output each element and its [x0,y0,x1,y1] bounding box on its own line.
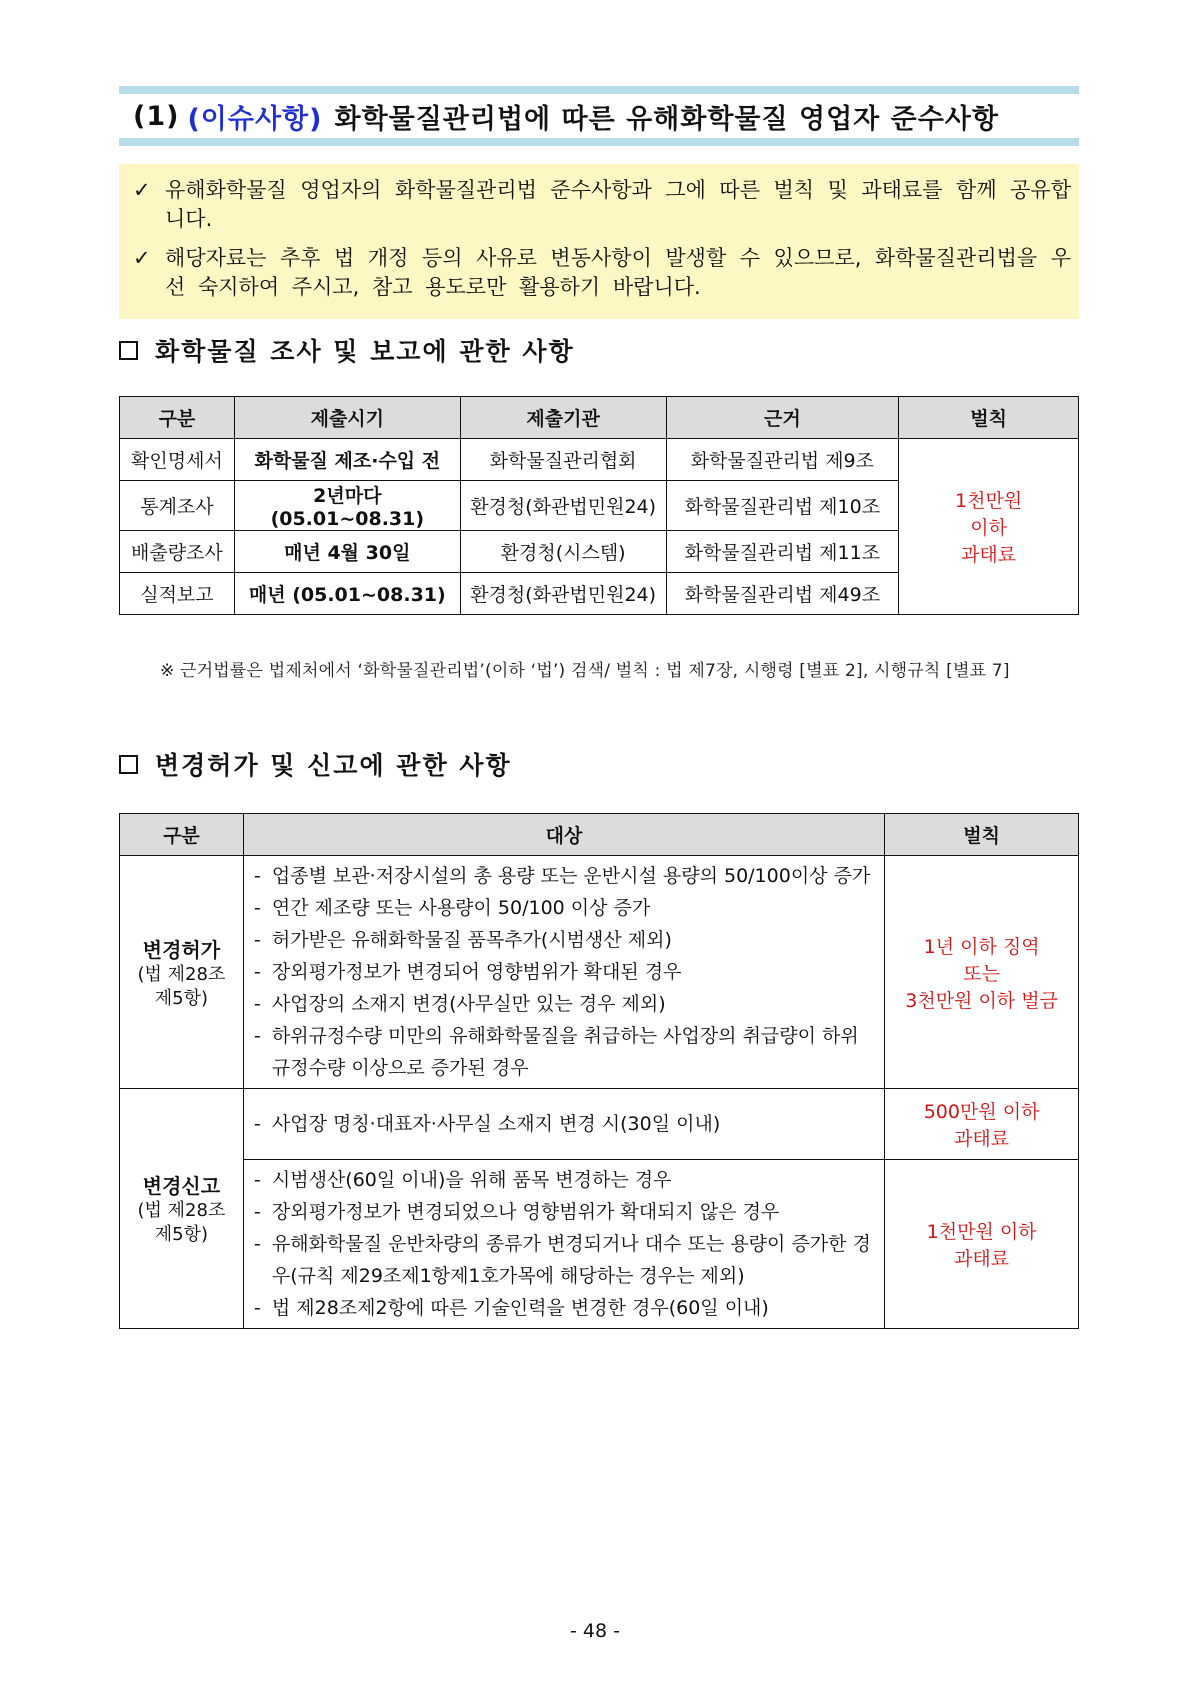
penalty-line: 이하 [970,517,1007,539]
row-category: 실적보고 [120,573,235,615]
category-law-ref: 제5항) [154,987,209,1009]
penalty-line: 과태료 [961,544,1017,566]
row-agency: 화학물질관리협회 [460,439,666,481]
list-item: - 법 제28조제2항에 따른 기술인력을 변경한 경우(60일 이내) [253,1297,769,1319]
row-category: 배출량조사 [120,531,235,573]
checkbox-square-icon [119,341,138,360]
category-name: 변경신고 [142,1174,221,1198]
list-item: - 장외평가정보가 변경되었으나 영향범위가 확대되지 않은 경우 [253,1201,780,1223]
page-number: - 48 - [570,1620,620,1642]
section-heading-text: 화학물질 조사 및 보고에 관한 사항 [155,337,575,366]
row-basis: 화학물질관리법 제49조 [666,573,899,615]
row-category: 통계조사 [120,481,235,531]
penalty-cell [885,1089,1079,1160]
notice-text: 해당자료는 추후 법 개정 등의 사유로 변동사항이 발생할 수 있으므로, 화학물질관리법을 우선 숙지하여 주시고, 참고 용도로만 활용하기 바랍니다. [165,246,1071,299]
row-basis: 화학물질관리법 제9조 [666,439,899,481]
category-cell [120,856,244,1089]
penalty-line: 과태료 [954,1128,1010,1150]
table-header-row [120,397,1079,439]
column-header: 벌칙 [885,814,1079,856]
checkbox-square-icon [119,755,138,774]
table-row [120,1160,1079,1329]
column-header: 대상 [243,814,884,856]
target-list [243,856,884,1089]
list-item: - 연간 제조량 또는 사용량이 50/100 이상 증가 [253,897,651,919]
row-agency: 환경청(화관법민원24) [460,481,666,531]
legal-basis-note: ※ 근거법률은 법제처에서 ‘화학물질관리법’(이하 ‘법’) 검색/ 벌칙 : 법 제7장, 시행령 [별표 2], 시행규칙 [별표 7] [160,661,1010,681]
change-permit-table [119,813,1079,1329]
row-timing: 2년마다 (05.01~08.31) [234,481,460,531]
category-cell [120,1089,244,1329]
checkmark-icon: ✓ [133,246,151,270]
category-law-ref: (법 제28조 [137,1200,226,1221]
category-name: 변경허가 [142,937,221,962]
row-agency: 환경청(화관법민원24) [460,573,666,615]
notice-text: 유해화학물질 영업자의 화학물질관리법 준수사항과 그에 따른 벌칙 및 과태료를 함께 공유합니다. [165,178,1071,231]
penalty-line: 1천만원 [955,490,1023,512]
section-heading-text: 변경허가 및 신고에 관한 사항 [155,751,512,780]
survey-report-table [119,396,1079,615]
row-timing: 화학물질 제조·수입 전 [234,439,460,481]
column-header: 구분 [120,814,244,856]
column-header: 구분 [120,397,235,439]
target-list [243,1160,884,1329]
list-item: - 유해화학물질 운반차량의 종류가 변경되거나 대수 또는 용량이 증가한 경우(규칙 제29조제1항제1호가목에 해당하는 경우는 제외) [253,1233,871,1287]
list-item: - 장외평가정보가 변경되어 영향범위가 확대된 경우 [253,961,682,983]
list-item: - 사업장의 소재지 변경(사무실만 있는 경우 제외) [253,993,666,1015]
column-header: 벌칙 [899,397,1079,439]
category-law-ref: 제5항) [154,1224,209,1245]
title-number: (1) [133,100,180,132]
table-row [120,856,1079,1089]
title-text: 화학물질관리법에 따른 유해화학물질 영업자 준수사항 [334,103,999,135]
page-title [119,86,1079,146]
checkmark-icon: ✓ [133,178,151,202]
penalty-cell [899,439,1079,615]
table-header-row [120,814,1079,856]
row-basis: 화학물질관리법 제10조 [666,481,899,531]
row-timing: 매년 (05.01~08.31) [234,573,460,615]
penalty-line: 또는 [963,962,1000,985]
column-header: 제출기관 [460,397,666,439]
row-agency: 환경청(시스템) [460,531,666,573]
list-item: - 사업장 명칭·대표자·사무실 소재지 변경 시(30일 이내) [253,1113,721,1135]
penalty-cell [885,1160,1079,1329]
list-item: - 시범생산(60일 이내)을 위해 품목 변경하는 경우 [253,1169,672,1191]
title-issue-tag: (이슈사항) [187,103,323,135]
penalty-line: 과태료 [954,1248,1010,1270]
list-item: - 업종별 보관·저장시설의 총 용량 또는 운반시설 용량의 50/100이상 증가 [253,865,871,887]
notice-box [119,164,1079,319]
row-basis: 화학물질관리법 제11조 [666,531,899,573]
target-list [243,1089,884,1160]
section-heading-change [119,746,512,782]
category-law-ref: (법 제28조 [137,963,226,985]
section-heading-survey [119,332,575,368]
list-item: - 하위규정수량 미만의 유해화학물질을 취급하는 사업장의 취급량이 하위규정수량 이상으로 증가된 경우 [253,1025,859,1079]
penalty-line: 500만원 이하 [923,1101,1040,1123]
row-category: 확인명세서 [120,439,235,481]
row-timing: 매년 4월 30일 [234,531,460,573]
penalty-cell [885,856,1079,1089]
table-row [120,439,1079,481]
penalty-line: 3천만원 이하 벌금 [905,989,1058,1012]
table-row [120,1089,1079,1160]
column-header: 근거 [666,397,899,439]
list-item: - 허가받은 유해화학물질 품목추가(시범생산 제외) [253,929,672,951]
column-header: 제출시기 [234,397,460,439]
penalty-line: 1천만원 이하 [926,1221,1037,1243]
penalty-line: 1년 이하 징역 [923,935,1040,958]
notice-item [133,176,1071,234]
notice-item [133,244,1071,302]
